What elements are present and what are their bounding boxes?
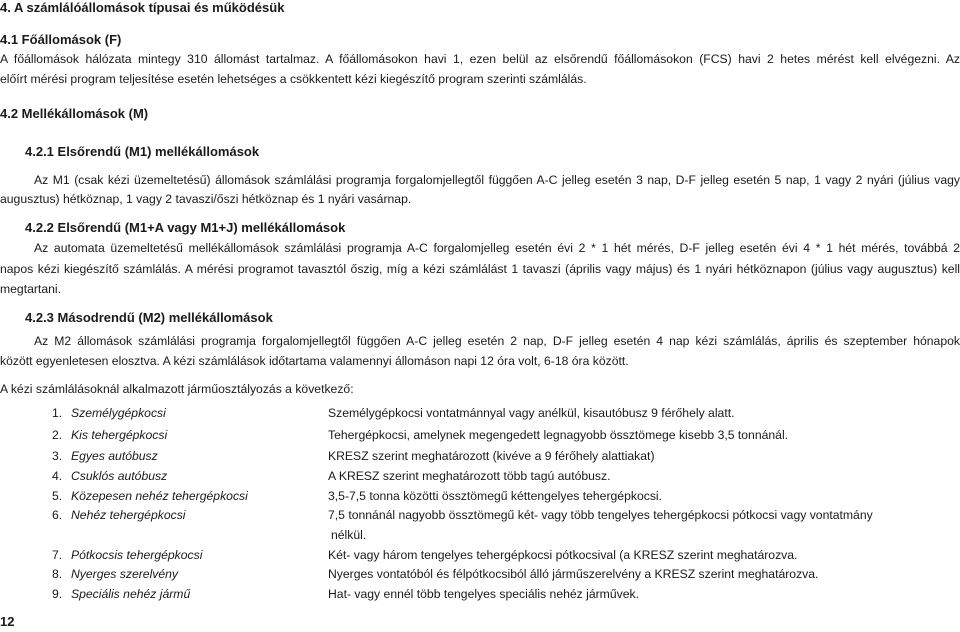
vehicle-class-name: Pótkocsis tehergépkocsi [71, 548, 203, 562]
vehicle-class-description: A KRESZ szerint meghatározott több tagú autóbusz. [328, 469, 611, 483]
vehicle-class-number: 6. [52, 508, 63, 522]
vehicle-class-name: Kis tehergépkocsi [71, 428, 168, 442]
section-4-2-title: 4.2 Mellékállomások (M) [0, 106, 149, 121]
section-4-2-1-title: 4.2.1 Elsőrendű (M1) mellékállomások [25, 144, 260, 159]
section-4-2-2-line-1: Az automata üzemeltetésű mellékállomások számlálási programja A-C forgalomjelleg esetén évi 2 * 1 hét mérés, D-F jelleg esetén évi 4 * 1 hét mérés, továbbá 2 [34, 241, 960, 255]
section-4-2-2-line-3: megtartani. [0, 282, 61, 296]
vehicle-class-number: 8. [52, 567, 63, 581]
vehicle-class-number: 2. [52, 428, 63, 442]
vehicle-class-description: Tehergépkocsi, amelynek megengedett legnagyobb össztömege kisebb 3,5 tonnánál. [328, 428, 789, 442]
section-4-2-3-title: 4.2.3 Másodrendű (M2) mellékállomások [25, 310, 273, 325]
section-4-2-2-title: 4.2.2 Elsőrendű (M1+A vagy M1+J) mellékállomások [25, 220, 346, 235]
section-4-2-3-line-1: Az M2 állomások számlálási programja forgalomjellegtől függően A-C jelleg esetén 2 nap, D-F jelleg esetén 4 nap kézi számlálás, április és szeptember hónapok [34, 334, 960, 348]
vehicle-class-description: 3,5-7,5 tonna közötti össztömegű kéttengelyes tehergépkocsi. [328, 489, 663, 503]
vehicle-class-name: Speciális nehéz jármű [71, 587, 191, 601]
vehicle-class-number: 9. [52, 587, 63, 601]
vehicle-class-name: Személygépkocsi [71, 406, 166, 420]
vehicle-class-number: 4. [52, 469, 63, 483]
section-4-1-line-1: A főállomások hálózata mintegy 310 állomást tartalmaz. A főállomásokon havi 1, ezen belül az elsőrendű főállomásokon (FCS) havi 2 hetes mérést kell elvégezni. Az [0, 52, 960, 66]
vehicle-classes-intro: A kézi számlálásoknál alkalmazott járműosztályozás a következő: [0, 382, 354, 396]
vehicle-class-number: 7. [52, 548, 63, 562]
section-4-2-1-line-1: Az M1 (csak kézi üzemeltetésű) állomások számlálási programja forgalomjellegtől függően A-C jelleg esetén 3 nap, D-F jelleg esetén 5 nap, 1 vagy 2 nyári (július vagy [34, 173, 960, 187]
vehicle-class-description: KRESZ szerint meghatározott (kivéve a 9 férőhely alattiakat) [328, 449, 655, 463]
vehicle-class-description: Nyerges vontatóból és félpótkocsiból álló járműszerelvény a KRESZ szerint meghatározva. [328, 567, 819, 581]
section-4-2-3-line-2: között egyenletesen elosztva. A kézi számlálások időtartama valamennyi állomáson napi 12 óra volt, 6-18 óra között. [0, 354, 629, 368]
section-4-2-2-line-2: napos kézi kiegészítő számlálás. A mérési programot tavasztól őszig, míg a kézi számlálást 1 tavaszi (április vagy május) és 1 nyári hétköznapon (július vagy augusztus) kell [0, 262, 960, 276]
vehicle-class-number: 3. [52, 449, 63, 463]
vehicle-class-description: 7,5 tonnánál nagyobb össztömegű két- vagy több tengelyes tehergépkocsi pótkocsi vagy vontatmány [328, 508, 873, 522]
vehicle-class-description: Két- vagy három tengelyes tehergépkocsi pótkocsival (a KRESZ szerint meghatározva. [328, 548, 798, 562]
vehicle-class-name: Egyes autóbusz [71, 449, 158, 463]
vehicle-class-name: Csuklós autóbusz [71, 469, 168, 483]
page-number: 12 [0, 614, 15, 629]
section-4-1-line-2: előírt mérési program teljesítése esetén lehetséges a csökkentett kézi kiegészítő program szerinti számlálás. [0, 72, 587, 86]
vehicle-class-description: Személygépkocsi vontatmánnyal vagy anélkül, kisautóbusz 9 férőhely alatt. [328, 406, 735, 420]
section-4-2-1-line-2: augusztus) hétköznap, 1 vagy 2 tavaszi/őszi hétköznap és 1 nyári vasárnap. [0, 192, 412, 206]
vehicle-class-name: Közepesen nehéz tehergépkocsi [71, 489, 248, 503]
vehicle-class-name: Nyerges szerelvény [71, 567, 179, 581]
vehicle-class-number: 1. [52, 406, 63, 420]
main-heading: 4. A számlálóállomások típusai és működésük [0, 0, 285, 15]
vehicle-class-name: Nehéz tehergépkocsi [71, 508, 186, 522]
section-4-1-title: 4.1 Főállomások (F) [0, 32, 122, 47]
vehicle-class-description-cont: nélkül. [331, 528, 367, 542]
vehicle-class-description: Hat- vagy ennél több tengelyes speciális nehéz járművek. [328, 587, 639, 601]
vehicle-class-number: 5. [52, 489, 63, 503]
